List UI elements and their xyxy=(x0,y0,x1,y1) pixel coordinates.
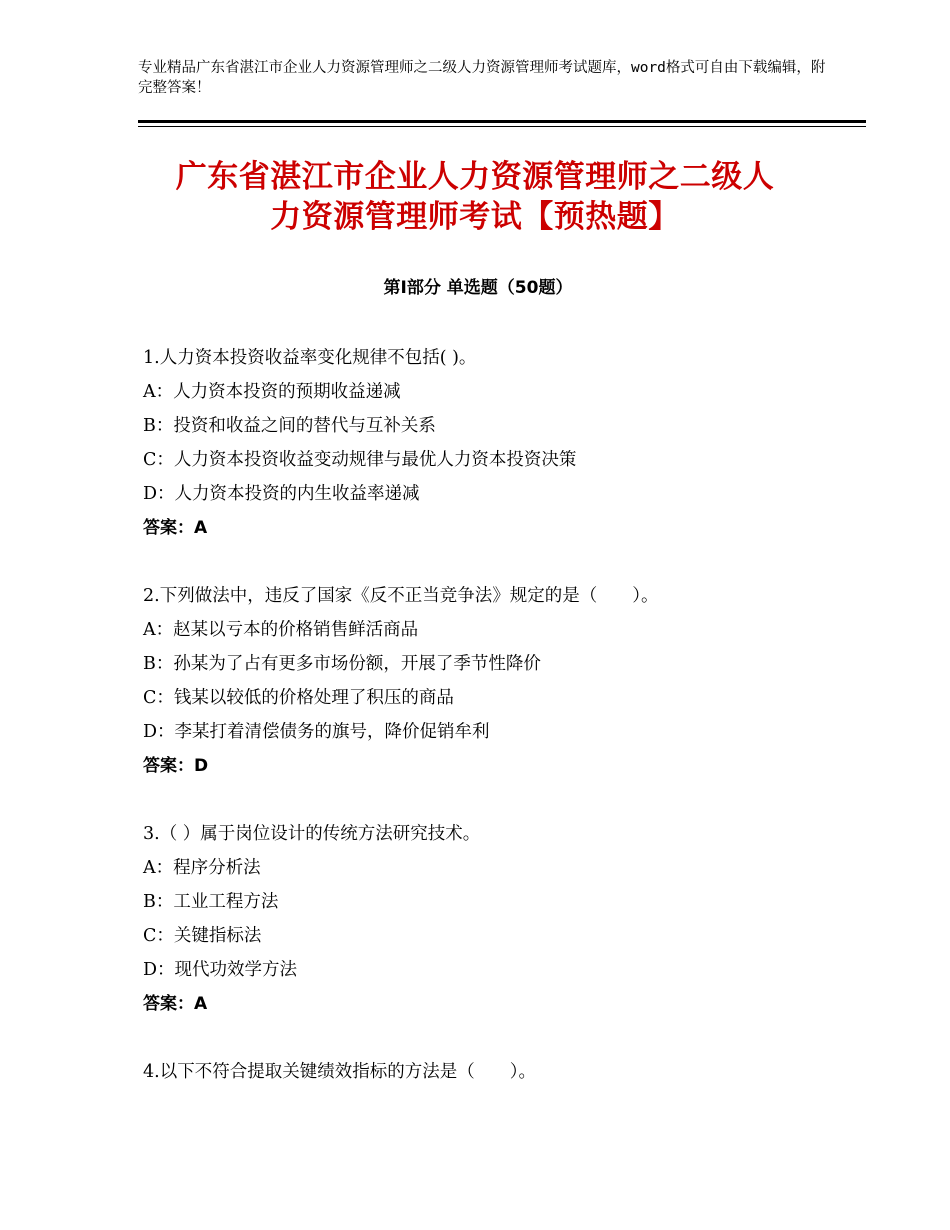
option-c: C：人力资本投资收益变动规律与最优人力资本投资决策 xyxy=(143,450,577,470)
option-d: D：人力资本投资的内生收益率递减 xyxy=(143,484,420,504)
question-1 xyxy=(143,341,863,545)
option-a: A：人力资本投资的预期收益递减 xyxy=(143,382,401,402)
option-a: A：程序分析法 xyxy=(143,858,261,878)
option-d: D：李某打着清偿债务的旗号，降价促销牟利 xyxy=(143,722,490,742)
answer-line: 答案：A xyxy=(143,518,208,538)
document-title xyxy=(140,157,810,237)
header-rule-thick xyxy=(138,120,866,123)
answer-line: 答案：D xyxy=(143,756,209,776)
question-4 xyxy=(143,1055,863,1089)
header-note: 专业精品广东省湛江市企业人力资源管理师之二级人力资源管理师考试题库，word格式可自由下载编辑，附完整答案！ xyxy=(138,60,826,96)
question-stem: 1.人力资本投资收益率变化规律不包括( )。 xyxy=(143,348,477,368)
section-title: 第Ⅰ部分 单选题（50题） xyxy=(383,278,573,298)
question-stem: 4.以下不符合提取关键绩效指标的方法是（ ）。 xyxy=(143,1062,536,1082)
answer-line: 答案：A xyxy=(143,994,208,1014)
question-2 xyxy=(143,579,863,783)
document-title-line-1: 广东省湛江市企业人力资源管理师之二级人 xyxy=(175,159,775,195)
question-3 xyxy=(143,817,863,1021)
option-d: D：现代功效学方法 xyxy=(143,960,298,980)
option-c: C：关键指标法 xyxy=(143,926,262,946)
question-stem: 2.下列做法中，违反了国家《反不正当竞争法》规定的是（ ）。 xyxy=(143,586,659,606)
option-b: B：工业工程方法 xyxy=(143,892,279,912)
question-stem: 3.（ ）属于岗位设计的传统方法研究技术。 xyxy=(143,824,481,844)
question-list xyxy=(143,341,863,1123)
header-rule-thin xyxy=(138,126,866,127)
option-b: B：投资和收益之间的替代与互补关系 xyxy=(143,416,436,436)
option-a: A：赵某以亏本的价格销售鲜活商品 xyxy=(143,620,419,640)
option-b: B：孙某为了占有更多市场份额，开展了季节性降价 xyxy=(143,654,541,674)
option-c: C：钱某以较低的价格处理了积压的商品 xyxy=(143,688,454,708)
document-title-line-2: 力资源管理师考试【预热题】 xyxy=(270,199,680,235)
